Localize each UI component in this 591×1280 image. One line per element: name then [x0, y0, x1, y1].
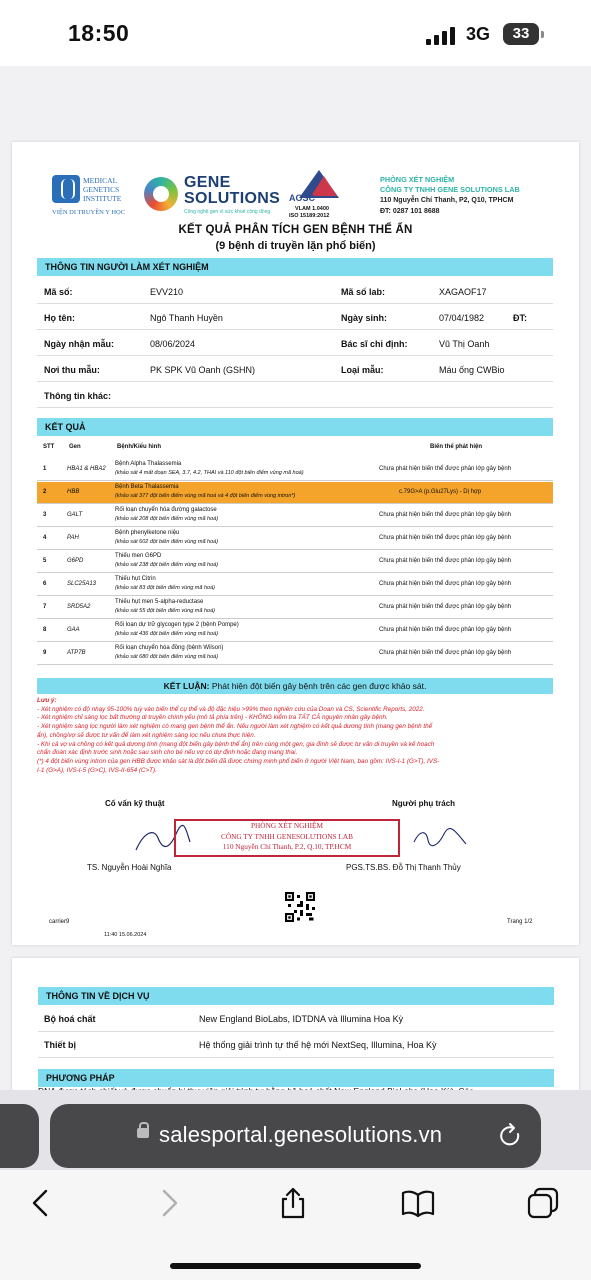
- result-row: [37, 643, 553, 665]
- lab-stamp: [174, 819, 400, 857]
- lab-phone: ĐT: 0287 101 8688: [380, 208, 440, 215]
- ngay-nhan-value: 08/06/2024: [150, 339, 196, 349]
- result-variant: Chưa phát hiện biến thể được phân lớp gây bệnh: [379, 627, 511, 633]
- note-line: I-1 (G>A), IVS-I-5 (G>C), IVS-II-654 (C>T).: [37, 766, 157, 774]
- loai-mau-label: Loại mẫu:: [341, 365, 384, 375]
- thong-tin-khac-label: Thông tin khác:: [44, 391, 111, 401]
- result-detail: (khảo sát 436 đột biến điểm vùng mã hoá): [115, 631, 219, 637]
- note-line: chẩn đoán xác định trước sinh hoặc sau sinh cho bé nếu vợ có dự định hoặc đang mang thai.: [37, 749, 298, 757]
- ngay-sinh-value: 07/04/1982: [439, 313, 485, 323]
- ngay-nhan-label: Ngày nhận mẫu:: [44, 339, 115, 349]
- result-disease: Rối loạn dự trữ glycogen type 2 (bệnh Pompe): [115, 622, 239, 628]
- battery-tip: [541, 31, 544, 38]
- noi-thu-label: Nơi thu mẫu:: [44, 365, 100, 375]
- reagent-value: New England BioLabs, IDTDNA và Illumina Hoa Kỳ: [199, 1014, 404, 1024]
- col-variant: Biến thể phát hiện: [430, 444, 483, 450]
- lab-line-1: PHÒNG XÉT NGHIỆM: [380, 175, 455, 184]
- reagent-label: Bộ hoá chất: [44, 1014, 96, 1024]
- advisor-name: TS. Nguyễn Hoài Nghĩa: [87, 863, 172, 872]
- network-type: 3G: [466, 24, 491, 44]
- result-variant: Chưa phát hiện biến thể được phân lớp gây bệnh: [379, 512, 511, 518]
- device-label: Thiết bị: [44, 1040, 76, 1050]
- result-stt: 1: [43, 466, 47, 472]
- service-section-header: THÔNG TIN VỀ DỊCH VỤ: [38, 987, 554, 1005]
- gene-solutions-logo: [144, 174, 281, 220]
- result-detail: (khảo sát 680 đột biến điểm vùng mã hoá): [115, 654, 219, 660]
- result-variant: c.79G>A (p.Glu27Lys) - Dị hợp: [399, 489, 482, 495]
- loai-mau-value: Máu ống CWBio: [439, 365, 505, 375]
- info-row-received: [37, 330, 553, 356]
- result-gene: GALT: [67, 512, 83, 518]
- mgi-logo: [52, 175, 127, 220]
- result-row: [37, 459, 553, 481]
- result-gene: HBA1 & HBA2: [67, 466, 106, 472]
- lock-icon: [137, 1128, 149, 1138]
- ma-so-value: EVV210: [150, 287, 184, 297]
- note-line: - Khi cả vợ và chồng có kết quả dương tính (mang đột biến gây bệnh thể ẩn) trên cùng một gen, gia đình sẽ được tư vấn di truyền và kế hoạch: [37, 740, 435, 748]
- result-row: [37, 505, 553, 527]
- result-gene: ATP7B: [67, 650, 86, 656]
- status-time: 18:50: [68, 20, 130, 46]
- conclusion-text: Phát hiện đột biến gây bệnh trên các gen được khảo sát.: [209, 681, 427, 691]
- result-disease: Rối loạn chuyển hóa đường galactose: [115, 507, 217, 513]
- ma-so-lab-value: XAGAOF17: [439, 287, 487, 297]
- url-text[interactable]: salesportal.genesolutions.vn: [159, 1122, 443, 1147]
- info-row-other: [37, 382, 553, 408]
- note-line: - Xét nghiệm có độ nhạy 95-100% tuỳ vào biến thể cụ thể và độ đặc hiệu >99% theo nghiên cứu của Doan và CS, Scientific Reports, 2022.: [37, 705, 425, 713]
- device-row: [38, 1032, 554, 1058]
- col-stt: STT: [43, 444, 55, 450]
- notes-block: [37, 697, 553, 775]
- stamp-line-1: PHÒNG XÉT NGHIỆM: [250, 821, 324, 830]
- result-gene: HBB: [67, 489, 80, 495]
- result-row: [37, 528, 553, 550]
- previous-tab-peek[interactable]: [0, 1104, 39, 1168]
- back-icon[interactable]: [24, 1186, 58, 1220]
- info-row-name: [37, 304, 553, 330]
- aosc-vlam: VLAM 1.0400: [295, 206, 329, 212]
- dt-label: ĐT:: [513, 313, 527, 323]
- conclusion-bar: [37, 678, 553, 694]
- result-stt: 4: [43, 535, 47, 541]
- result-gene: SRD5A2: [67, 604, 91, 610]
- dna-icon: [52, 175, 80, 203]
- result-row: [37, 551, 553, 573]
- result-row: [37, 620, 553, 642]
- lab-address: 110 Nguyễn Chí Thanh, P2, Q10, TPHCM: [380, 197, 514, 204]
- result-disease: Thiếu hụt men 5-alpha-reductase: [115, 599, 204, 605]
- result-detail: (khảo sát 377 đột biến điểm vùng mã hoá và 4 đột biến điểm vùng intron*): [115, 493, 296, 499]
- result-disease: Bệnh Alpha Thalassemia: [115, 461, 182, 467]
- footer-page: Trang 1/2: [507, 919, 533, 925]
- ma-so-label: Mã số:: [44, 287, 73, 297]
- result-stt: 6: [43, 581, 47, 587]
- ho-ten-label: Họ tên:: [44, 313, 75, 323]
- bookmarks-icon[interactable]: [401, 1186, 435, 1220]
- conclusion-label: KẾT LUẬN:: [163, 681, 210, 691]
- gene-solutions-name: GENE SOLUTIONS: [184, 174, 281, 207]
- result-disease: Rối loạn chuyển hóa đồng (bệnh Wilson): [115, 645, 224, 651]
- result-row: [37, 597, 553, 619]
- signal-icon: [426, 27, 456, 45]
- result-detail: (khảo sát 238 đột biến điểm vùng mã hoá): [115, 562, 219, 568]
- col-gene: Gen: [69, 444, 81, 450]
- note-line: - Xét nghiệm sàng lọc người làm xét nghiệm có mang gen bệnh thể ẩn. Nếu người làm xét nghiệm có kết quả dương tính (mang gen bệnh thể: [37, 723, 433, 731]
- gene-solutions-tagline: Công nghệ gen vì sức khoẻ cộng đồng: [184, 209, 271, 215]
- qr-code-icon: [285, 892, 315, 922]
- note-line: - Xét nghiệm chỉ sàng lọc bất thường di truyền chính yếu (mô tả phía trên) - KHÔNG kiểm tra TẤT CẢ nguyên nhân gây bệnh.: [37, 714, 388, 722]
- result-variant: Chưa phát hiện biến thể được phân lớp gây bệnh: [379, 581, 511, 587]
- battery-icon: 33: [503, 23, 539, 45]
- results-table-header: [37, 441, 553, 455]
- status-bar: [0, 0, 591, 66]
- result-disease: Thiếu men G6PD: [115, 553, 162, 559]
- result-variant: Chưa phát hiện biến thể được phân lớp gây bệnh: [379, 604, 511, 610]
- footer-timestamp: 11:40 15.06.2024: [104, 932, 147, 938]
- result-stt: 3: [43, 512, 47, 518]
- aosc-logo: [289, 170, 349, 225]
- note-line: ẩn), chồng/vợ sẽ được tư vấn để làm xét nghiệm sàng lọc nếu chưa thực hiện.: [37, 731, 256, 739]
- result-row: [37, 574, 553, 596]
- result-variant: Chưa phát hiện biến thể được phân lớp gây bệnh: [379, 466, 511, 472]
- result-detail: (khảo sát 602 đột biến điểm vùng mã hoá): [115, 539, 219, 545]
- noi-thu-value: PK SPK Vũ Oanh (GSHN): [150, 365, 256, 375]
- report-page-1: [12, 142, 579, 945]
- footer-code: carrier9: [49, 919, 70, 925]
- bac-si-value: Vũ Thị Oanh: [439, 339, 490, 349]
- reagent-row: [38, 1006, 554, 1032]
- result-stt: 8: [43, 627, 47, 633]
- forward-icon[interactable]: [152, 1186, 186, 1220]
- manager-signature-icon: [410, 822, 470, 852]
- result-variant: Chưa phát hiện biến thể được phân lớp gây bệnh: [379, 535, 511, 541]
- result-gene: G6PD: [67, 558, 84, 564]
- report-subtitle: (9 bệnh di truyền lặn phổ biến): [215, 240, 376, 252]
- result-detail: (khảo sát 4 mất đoạn SEA, 3.7, 4.2, THAI và 110 đột biến điểm vùng mã hoá): [115, 470, 304, 476]
- lab-line-2: CÔNG TY TNHH GENE SOLUTIONS LAB: [380, 185, 520, 194]
- result-disease: Bệnh Beta Thalassemia: [115, 484, 179, 490]
- result-detail: (khảo sát 208 đột biến điểm vùng mã hoá): [115, 516, 219, 522]
- result-detail: (khảo sát 83 đột biến điểm vùng mã hoá): [115, 585, 215, 591]
- result-gene: SLC25A13: [67, 581, 97, 587]
- result-variant: Chưa phát hiện biến thể được phân lớp gây bệnh: [379, 558, 511, 564]
- result-variant: Chưa phát hiện biến thể được phân lớp gây bệnh: [379, 650, 511, 656]
- info-row-id: [37, 278, 553, 304]
- result-stt: 7: [43, 604, 47, 610]
- ngay-sinh-label: Ngày sinh:: [341, 313, 388, 323]
- ho-ten-value: Ngô Thanh Huyền: [150, 313, 223, 323]
- notes-title: Lưu ý:: [37, 697, 57, 704]
- result-gene: PAH: [67, 535, 79, 541]
- mgi-name: MEDICAL GENETICS INSTITUTE: [83, 176, 122, 203]
- lab-info: [380, 175, 570, 217]
- method-section-header: PHƯƠNG PHÁP: [38, 1069, 554, 1087]
- aosc-name: AOSC: [289, 193, 316, 203]
- result-gene: GAA: [67, 627, 80, 633]
- manager-title: Người phụ trách: [392, 799, 456, 808]
- info-row-sample: [37, 356, 553, 382]
- result-row-highlighted: [37, 482, 553, 504]
- bac-si-label: Bác sĩ chỉ định:: [341, 339, 408, 349]
- home-indicator: [170, 1263, 421, 1269]
- tabs-icon[interactable]: [526, 1186, 560, 1220]
- manager-name: PGS.TS.BS. Đỗ Thị Thanh Thủy: [346, 863, 461, 872]
- note-line: (*) 4 đột biến vùng intron của gen HBB được khảo sát là đột biến đã được chứng minh phổ biến ở người Việt Nam, bao gồm: IVS-I-1 (G>T), IVS-: [37, 757, 440, 765]
- share-icon[interactable]: [276, 1186, 310, 1220]
- aosc-iso: ISO 15189:2012: [289, 213, 330, 219]
- col-disease: Bệnh/Kiểu hình: [117, 444, 161, 450]
- result-disease: Thiếu hụt Citrin: [115, 576, 156, 582]
- advisor-title: Cố vấn kỹ thuật: [105, 799, 165, 808]
- stamp-line-2: CÔNG TY TNHH GENESOLUTIONS LAB: [220, 831, 354, 841]
- result-stt: 2: [43, 489, 47, 495]
- patient-section-header: THÔNG TIN NGƯỜI LÀM XÉT NGHIỆM: [37, 258, 553, 276]
- gene-solutions-emblem-icon: [144, 177, 178, 211]
- result-detail: (khảo sát 55 đột biến điểm vùng mã hoá): [115, 608, 215, 614]
- result-stt: 9: [43, 650, 47, 656]
- result-stt: 5: [43, 558, 47, 564]
- result-disease: Bệnh phenylketone niệu: [115, 530, 180, 536]
- device-value: Hệ thống giải trình tự thế hệ mới NextSeq, Illumina, Hoa Kỳ: [199, 1040, 437, 1050]
- reload-icon[interactable]: [496, 1122, 524, 1150]
- mgi-subtitle: VIỆN DI TRUYỀN Y HỌC: [52, 209, 126, 216]
- results-section-header: KẾT QUẢ: [37, 418, 553, 436]
- ma-so-lab-label: Mã số lab:: [341, 287, 386, 297]
- stamp-line-3: 110 Nguyễn Chí Thanh, P.2, Q.10, TP.HCM: [222, 842, 352, 851]
- report-title: KẾT QUẢ PHÂN TÍCH GEN BỆNH THỂ ẨN: [178, 224, 413, 236]
